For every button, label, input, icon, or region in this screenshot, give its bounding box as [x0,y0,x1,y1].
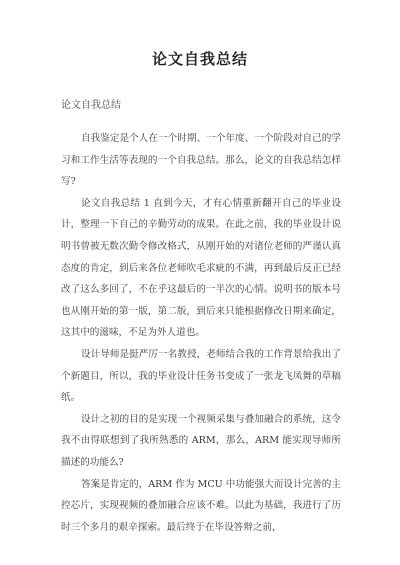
document-title: 论文自我总结 [151,50,248,68]
paragraph-intro: 自我鉴定是个人在一个时期、一个年度、一个阶段对自己的学习和工作生活等表现的一个自我总结。那么，论文的自我总结怎样写? [61,133,341,188]
document-subtitle: 论文自我总结 [61,100,121,111]
paragraph-answer: 答案是肯定的，ARM 作为 MCU 中功能强大而设计完善的主控芯片，实现视频的叠加融合应该不难。以此为基础，我进行了历时三个多月的艰辛探索。最后终于在毕设答辩之前， [61,478,341,533]
paragraph-design-goal: 设计之初的目的是实现一个视频采集与叠加融合的系统，这令我不由得联想到了我所熟悉的 ARM，那么，ARM 能实现导师所描述的功能么? [61,413,341,468]
document-body [61,128,341,538]
paragraph-advisor: 设计导师是挺严厉一名教授，老师结合我的工作背景给我出了个新题目，所以，我的毕业设计任务书变成了一张龙飞凤舞的草稿纸。 [61,348,341,404]
paragraph-summary-1: 论文自我总结 1 直到今天，才有心情重新翻开自己的毕业设计，整理一下自己的辛勤劳动的成果。在此之前，我的毕业设计说明书曾被无数次勤令修改格式，从刚开始的对诸位老师的严谨认真态度的肯定，到后来各位老师吹毛求疵的不满，再到最后反正已经改了这么多回了，不在乎这最后的一半次的心情。说明书的版本号也从刚开始的第一版，第二版，到后来只能根据修改日期来确定，这其中的滋味，不足为外人道也。 [61,197,341,339]
